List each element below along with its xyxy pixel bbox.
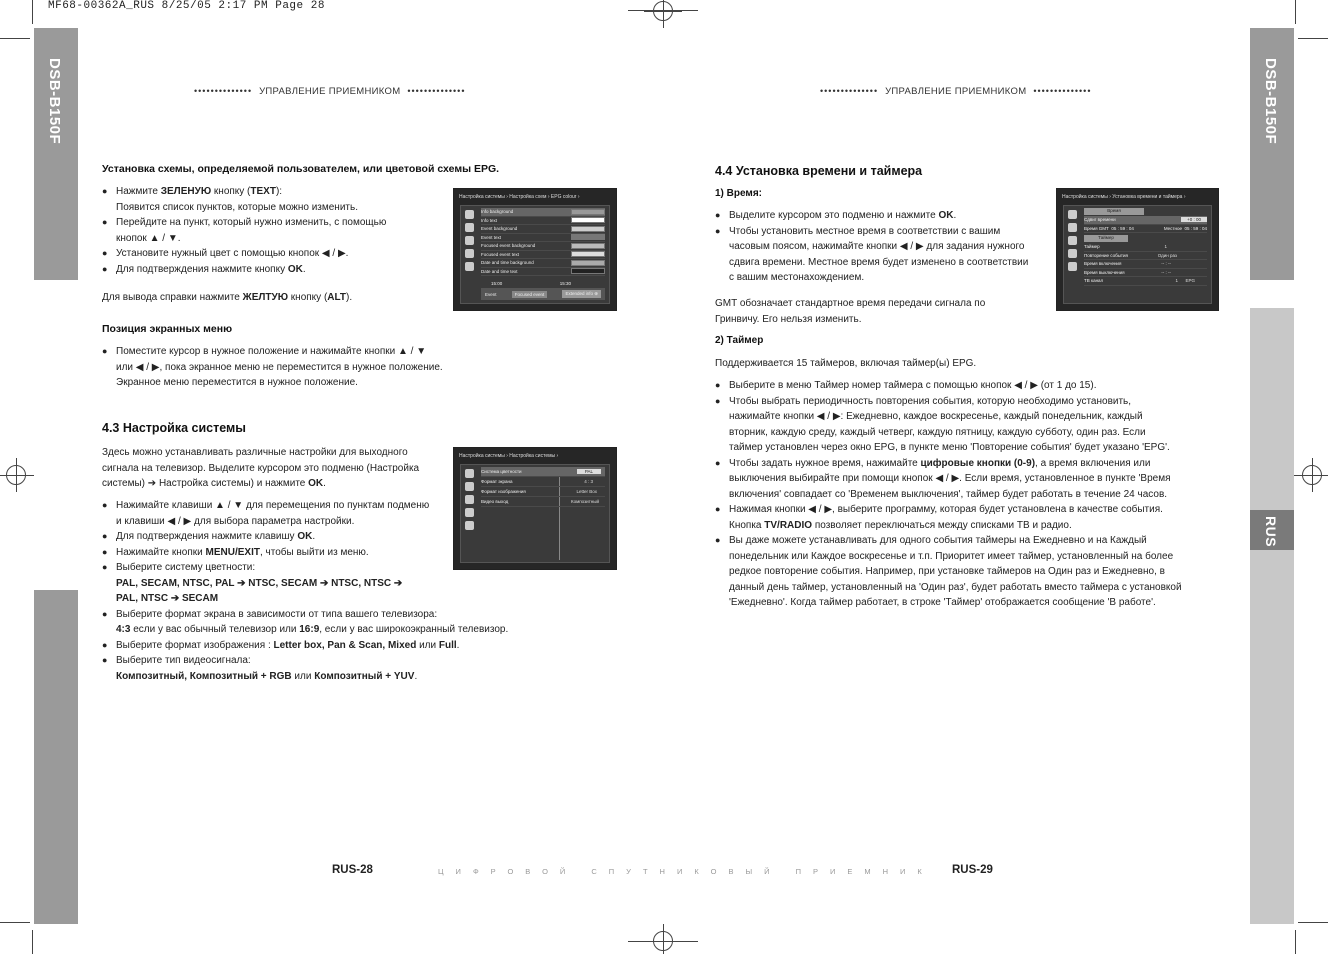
setting-row: Видео выход Композитный <box>481 497 605 507</box>
colour-row: Date and time text <box>481 268 605 277</box>
rus-tab-label: RUS <box>1263 516 1279 548</box>
lock-icon <box>465 249 474 258</box>
right-tab-label: DSB-B150F <box>1262 58 1279 145</box>
left-tab-label: DSB-B150F <box>46 58 63 145</box>
time-row: Сдвиг времени +0 : 00 <box>1084 216 1207 225</box>
gmt-note: GMT обозначает стандартное время передачи сигнала по Гринвичу. Его нельзя изменить. <box>715 298 986 325</box>
menu-icon <box>465 236 474 245</box>
timer-row: ТВ канал 1 EPG <box>1084 277 1207 286</box>
menu-icon <box>1068 262 1077 271</box>
screen-title: Настройка системы › Настройка схем › EPG colour › <box>459 194 580 200</box>
list-item: ● Для подтверждения нажмите кнопку OK. <box>102 262 442 278</box>
setting-row: Формат экрана 4 : 3 <box>481 477 605 487</box>
list-item: ● Выберите формат изображения : Letter box, Pan & Scan, Mixed или Full. <box>102 638 542 654</box>
page-number-right: RUS-29 <box>952 864 993 876</box>
tab-timer: Таймер <box>1084 235 1128 242</box>
timer-subheading: 2) Таймер <box>715 335 764 346</box>
menu-icon <box>465 210 474 219</box>
dots: •••••••••••••• <box>820 86 879 96</box>
time-labels: 15:00 15:30 <box>491 281 571 286</box>
dots: •••••••••••••• <box>407 86 466 96</box>
lock-icon <box>1068 249 1077 258</box>
tab-time: Время <box>1084 208 1144 215</box>
footer-tag: ЦИФРОВОЙ СПУТНИКОВЫЙ ПРИЕМНИК <box>438 867 934 876</box>
list-item: ● Выберите формат экрана в зависимости от типа вашего телевизора: 4:3 если у вас обычный телевизор или 16:9, если у вас широкоэкранный телевизор. <box>102 607 542 638</box>
list-item: ● Нажимайте кнопки MENU/EXIT, чтобы выйти из меню. <box>102 545 542 561</box>
menu-icons <box>1066 208 1080 275</box>
osd-bullets <box>102 344 482 391</box>
list-item: ● Чтобы выбрать периодичность повторения события, которую необходимо установить, нажимайте кнопки ◀ / ▶: Ежедневно, каждое воскресенье, каждый понедельник, каждый вторник, каждую среду, каждый четверг, каждую пятницу, каждую субботу, один раз. Если таймер установлен через окно EPG, в пункте меню 'Повторение события' будет указано 'EPG'. <box>715 394 1215 456</box>
colour-row: Info background <box>481 208 605 217</box>
registration-mark-left <box>6 465 26 485</box>
colour-row: Event background <box>481 225 605 234</box>
registration-mark-bottom <box>653 931 673 951</box>
left-side-strip <box>34 280 78 590</box>
colour-row: Focused event text <box>481 251 605 260</box>
list-item: ● Выберите систему цветности: PAL, SECAM, NTSC, PAL ➔ NTSC, SECAM ➔ NTSC, NTSC ➔ PAL, NTSC ➔ SECAM <box>102 560 542 607</box>
crop-mark <box>0 38 30 39</box>
list-item: ● Выберите тип видеосигнала: Композитный, Композитный + RGB или Композитный + YUV. <box>102 653 542 684</box>
screen-title: Настройка системы › Установка времени и таймера › <box>1062 194 1186 200</box>
screen-title: Настройка системы › Настройка системы › <box>459 453 559 459</box>
colour-rows <box>481 208 605 279</box>
list-item: ● Чтобы задать нужное время, нажимайте цифровые кнопки (0-9), а время включения или выключения выбирайте при помощи кнопок ◀ / ▶. Если время, установленное в пункте 'Время включения' совпадает со 'Временем выключения', таймер будет работать в течение 24 часов. <box>715 456 1215 503</box>
dots: •••••••••••••• <box>194 86 253 96</box>
menu-icon <box>465 223 474 232</box>
time-bullets <box>715 208 1055 286</box>
time-row: Время GMT 05 : 59 : 04 Местное 05 : 59 : 04 <box>1084 225 1207 234</box>
rus-tab <box>1250 510 1294 550</box>
colour-row: Info text <box>481 217 605 226</box>
timer-intro: Поддерживается 15 таймеров, включая таймер(ы) EPG. <box>715 358 977 369</box>
page-number-left: RUS-28 <box>332 864 373 876</box>
crop-mark <box>0 922 30 923</box>
list-item: ● Выберите в меню Таймер номер таймера с помощью кнопок ◀ / ▶ (от 1 до 15). <box>715 378 1215 394</box>
left-side-tab <box>34 28 78 280</box>
list-item: ● Перейдите на пункт, который нужно изменить, с помощью кнопок ▲ / ▼. <box>102 215 442 246</box>
screen-body <box>1063 205 1212 304</box>
crop-mark <box>1298 38 1328 39</box>
crop-mark <box>32 930 33 954</box>
left-side-tab-bottom <box>34 590 78 924</box>
setting-row: Система цветности PAL <box>481 467 605 477</box>
timer-row: Время включения -- : -- <box>1084 260 1207 269</box>
right-side-strip <box>1250 308 1294 510</box>
setting-row: Формат изображения Letter Box <box>481 487 605 497</box>
crop-mark <box>1295 930 1296 954</box>
list-item: ● Вы даже можете устанавливать для одного события таймеры на Ежедневно и на Каждый понедельник или Каждое воскресенье и т.п. Приоритет имеет таймер, установленный на более редкое повторение события. Например, при установке таймеров на Один раз и Ежедневно, в данный день таймер, установленный на 'Один раз', будет работать вместо таймера с установкой 'Ежедневно'. Когда таймер работает, в строке 'Таймер' отображается сообщение 'В работе'. <box>715 533 1215 611</box>
menu-icon <box>1068 210 1077 219</box>
dots: •••••••••••••• <box>1033 86 1092 96</box>
epg-colour-screenshot <box>453 188 617 311</box>
system-bullets <box>102 498 542 684</box>
list-item: ● Чтобы установить местное время в соответствии с вашим часовым поясом, нажимайте кнопки ◀ / ▶ для задания нужного сдвига времени. Местное время будет изменено в соответствии с вашим местонахождением. <box>715 224 1055 286</box>
registration-mark-right <box>1302 465 1322 485</box>
section-4-4-heading: 4.4 Установка времени и таймера <box>715 164 923 178</box>
menu-icons <box>463 208 477 275</box>
menu-icon <box>1068 236 1077 245</box>
colour-row: Date and time background <box>481 259 605 268</box>
print-header: MF68-00362A_RUS 8/25/05 2:17 PM Page 28 <box>48 0 325 12</box>
screen-body <box>460 205 610 304</box>
menu-icon <box>1068 223 1077 232</box>
time-rows <box>1084 208 1207 286</box>
timer-row: Время выключения -- : -- <box>1084 269 1207 278</box>
running-head-left <box>194 86 465 97</box>
running-head-right <box>820 86 1091 97</box>
list-item: ● Нажмите ЗЕЛЕНУЮ кнопку (TEXT): Появится список пунктов, которые можно изменить. <box>102 184 442 215</box>
right-side-tab <box>1250 28 1294 280</box>
registration-mark-top <box>653 1 673 21</box>
timer-row: Таймер 1 <box>1084 243 1207 252</box>
epg-scheme-heading: Установка схемы, определяемой пользователем, или цветовой схемы EPG. <box>102 163 500 175</box>
epg-bullets <box>102 184 442 277</box>
timer-row: Повторение события Один раз <box>1084 252 1207 261</box>
right-side-strip-bottom <box>1250 550 1294 924</box>
crop-mark <box>1295 0 1296 24</box>
osd-position-heading: Позиция экранных меню <box>102 323 233 335</box>
list-item: ● Нажимая кнопки ◀ / ▶, выберите программу, которая будет установлена в качестве события. Кнопка TV/RADIO позволяет переключаться между списками ТВ и радио. <box>715 502 1215 533</box>
running-head-text: УПРАВЛЕНИЕ ПРИЕМНИКОМ <box>259 86 401 97</box>
help-text: Для вывода справки нажмите ЖЕЛТУЮ кнопку (ALT). <box>102 292 353 303</box>
list-item: ● Для подтверждения нажмите клавишу OK. <box>102 529 542 545</box>
list-item: ● Поместите курсор в нужное положение и нажимайте кнопки ▲ / ▼ или ◀ / ▶, пока экранное меню не переместится в нужное положение. Экранное меню переместится в нужное положение. <box>102 344 482 391</box>
list-item: ● Нажимайте клавиши ▲ / ▼ для перемещения по пунктам подменю и клавиши ◀ / ▶ для выбора параметра настройки. <box>102 498 542 529</box>
colour-row: Event text <box>481 234 605 243</box>
screen-footer: Event Focused event Extended info ⊕ <box>481 288 605 300</box>
colour-row: Focused event background <box>481 242 605 251</box>
timer-bullets <box>715 378 1215 611</box>
list-item: ● Установите нужный цвет с помощью кнопок ◀ / ▶. <box>102 246 442 262</box>
menu-icon <box>465 469 474 478</box>
time-subheading: 1) Время: <box>715 188 762 199</box>
section-4-3-intro: Здесь можно устанавливать различные настройки для выходного сигнала на телевизор. Выделите курсором это подменю (Настройка системы) ➔ Настройка системы) и нажмите OK. <box>102 447 420 489</box>
crop-mark <box>1298 922 1328 923</box>
section-4-3-heading: 4.3 Настройка системы <box>102 421 246 435</box>
time-timer-screenshot <box>1056 188 1219 311</box>
crop-mark <box>32 0 33 24</box>
running-head-text: УПРАВЛЕНИЕ ПРИЕМНИКОМ <box>885 86 1027 97</box>
list-item: ● Выделите курсором это подменю и нажмите OK. <box>715 208 1055 224</box>
menu-icon <box>465 262 474 271</box>
menu-icon <box>465 482 474 491</box>
